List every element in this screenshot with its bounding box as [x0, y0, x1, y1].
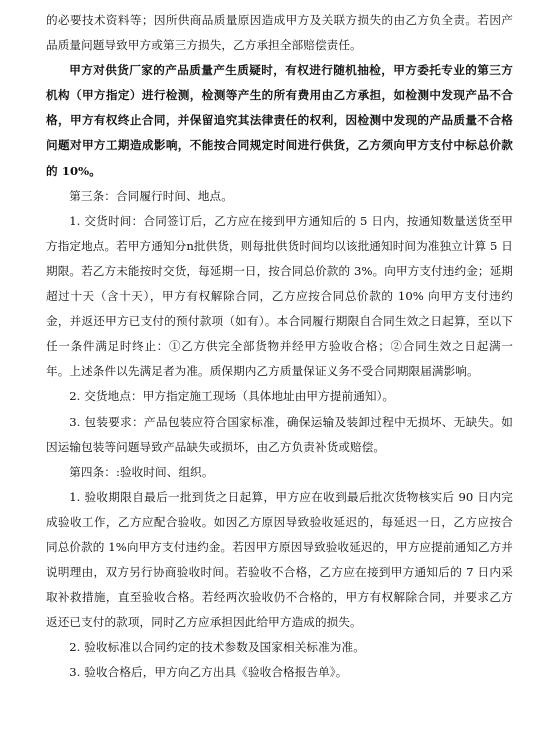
clause-acceptance-report: 3. 验收合格后，甲方向乙方出具《验收合格报告单》。 — [69, 665, 348, 680]
section-heading-article-4: 第四条：:验收时间、组织。 — [69, 464, 214, 479]
paragraph-continuation: 的必要技术资料等；因所供商品质量原因造成甲方及关联方损失的由乙方负全责。若因产品质量问题导致甲方或第三方损失，乙方承担全部赔偿责任。 — [46, 13, 513, 53]
clause-delivery-time: 1. 交货时间：合同签订后，乙方应在接到甲方通知后的 5 日内，按通知数量送货至甲方指定地点。若甲方通知分n批供货，则每批供货时间均以该批通知时间为准独立计算 5 日期限。若乙方未能按时交货，每延期一日，按合同总价款的 3%。向甲方支付违约金；延期超过十天（含十天），甲方有权解除合同，乙方应按合同总价款的 10% 向甲方支付违约金，并返还甲方已支付的预付款项（如有）。本合同履行期限自合同生效之日起算，至以下任一条件满足时终止：①乙方供完全部货物并经甲方验收合格；②合同生效之日起满一年。上述条件以先满足者为准。质保期内乙方质量保证义务不受合同期限届满影响。 — [46, 213, 513, 379]
clause-packaging: 3. 包装要求：产品包装应符合国家标准，确保运输及装卸过程中无损坏、无缺失。如因运输包装等问题导致产品缺失或损坏，由乙方负责补货或赔偿。 — [46, 414, 513, 454]
paragraph-quality-inspection: 甲方对供货厂家的产品质量产生质疑时，有权进行随机抽检，甲方委托专业的第三方机构（甲方指定）进行检测，检测等产生的所有费用由乙方承担，如检测中发现产品不合格，甲方有权终止合同，并保留追究其法律责任的权利，因检测中发现的产品质量不合格问题对甲方工期造成影响，不能按合同规定时间进行供货，乙方须向甲方支付中标总价款的 10%。 — [46, 63, 513, 178]
clause-delivery-location: 2. 交货地点：甲方指定施工现场（具体地址由甲方提前通知）。 — [69, 389, 395, 404]
clause-acceptance-standard: 2. 验收标准以合同约定的技术参数及国家相关标准为准。 — [69, 640, 365, 655]
section-heading-article-3: 第三条：合同履行时间、地点。 — [69, 188, 233, 203]
clause-acceptance-period: 1. 验收期限自最后一批到货之日起算，甲方应在收到最后批次货物核实后 90 日内完成验收工作，乙方应配合验收。如因乙方原因导致验收延迟的，每延迟一日，乙方应按合同总价款的 1%向甲方支付违约金。若因甲方原因导致验收延迟的，甲方应提前通知乙方并说明理由，双方另行协商验收时间。若验收不合格，乙方应在接到甲方通知后的 7 日内采取补救措施，直至验收合格。若经两次验收仍不合格的，甲方有权解除合同，并要求乙方返还已支付的款项，同时乙方应承担因此给甲方造成的损失。 — [46, 489, 513, 630]
